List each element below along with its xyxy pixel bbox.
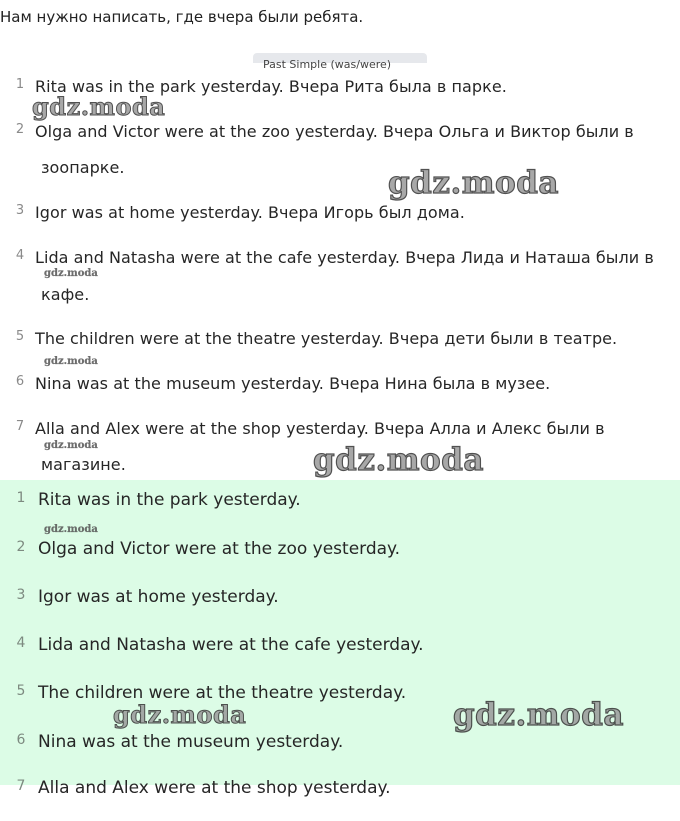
watermark: gdz.moda xyxy=(44,268,98,279)
watermark: gdz.moda xyxy=(388,165,559,201)
watermark: gdz.moda xyxy=(453,697,624,733)
item-text: Olga and Victor were at the zoo yesterday. Вчера Ольга и Виктор были в xyxy=(35,122,634,141)
intro-text: Нам нужно написать, где вчера были ребята. xyxy=(0,8,364,26)
watermark: gdz.moda xyxy=(113,700,247,729)
answer-number: 4 xyxy=(16,635,26,651)
item-number: 2 xyxy=(15,122,25,137)
item-text-continuation: зоопарке. xyxy=(41,158,125,177)
answer-text: Nina was at the museum yesterday. xyxy=(38,732,344,752)
watermark: gdz.moda xyxy=(44,524,98,535)
item-number: 1 xyxy=(15,77,25,92)
answer-text: Lida and Natasha were at the cafe yesterday. xyxy=(38,635,424,655)
answer-number: 5 xyxy=(16,683,26,699)
answer-number: 6 xyxy=(16,732,26,748)
item-number: 6 xyxy=(15,374,25,389)
item-number: 5 xyxy=(15,329,25,344)
grammar-tooltip-label: Past Simple (was/were) xyxy=(263,58,392,71)
answer-text: Rita was in the park yesterday. xyxy=(38,490,301,510)
answer-number: 7 xyxy=(16,778,26,794)
watermark: gdz.moda xyxy=(44,356,98,367)
item-text: Rita was in the park yesterday. Вчера Рита была в парке. xyxy=(35,77,507,96)
item-text: The children were at the theatre yesterday. Вчера дети были в театре. xyxy=(35,329,618,348)
answer-panel xyxy=(0,480,680,798)
item-text: Alla and Alex were at the shop yesterday. Вчера Алла и Алекс были в xyxy=(35,419,605,438)
item-text: Igor was at home yesterday. Вчера Игорь был дома. xyxy=(35,203,465,222)
grammar-tooltip[interactable] xyxy=(253,53,427,71)
answer-text: Igor was at home yesterday. xyxy=(38,587,279,607)
answer-text: Olga and Victor were at the zoo yesterday. xyxy=(38,539,401,559)
item-number: 3 xyxy=(15,203,25,218)
answer-text: The children were at the theatre yesterday. xyxy=(38,683,407,703)
item-text: Nina was at the museum yesterday. Вчера Нина была в музее. xyxy=(35,374,551,393)
item-number: 7 xyxy=(15,419,25,434)
answer-number: 3 xyxy=(16,587,26,603)
answer-number: 1 xyxy=(16,490,26,506)
answer-text: Alla and Alex were at the shop yesterday. xyxy=(38,778,391,798)
watermark: gdz.moda xyxy=(32,92,166,121)
item-text-continuation: магазине. xyxy=(41,455,126,474)
answer-number: 2 xyxy=(16,539,26,555)
item-number: 4 xyxy=(15,248,25,263)
item-text: Lida and Natasha were at the cafe yesterday. Вчера Лида и Наташа были в xyxy=(35,248,654,267)
watermark: gdz.moda xyxy=(44,440,98,451)
item-text-continuation: кафе. xyxy=(41,285,90,304)
watermark: gdz.moda xyxy=(313,442,484,478)
